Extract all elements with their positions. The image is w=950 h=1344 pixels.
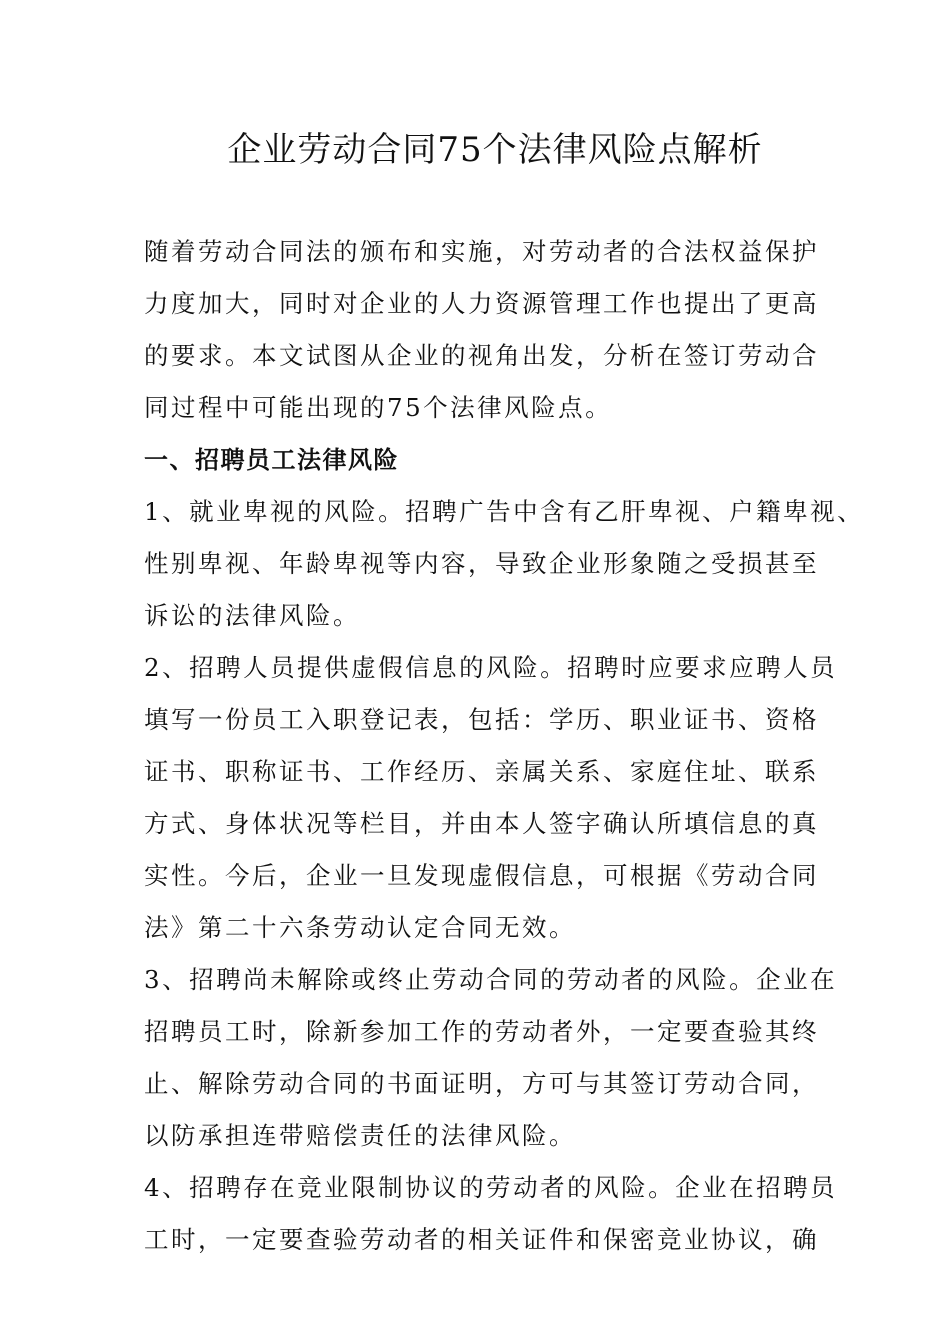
- paragraph-line: 随着劳动合同法的颁布和实施，对劳动者的合法权益保护: [144, 237, 819, 266]
- paragraph-line: 以防承担连带赔偿责任的法律风险。: [144, 1121, 576, 1150]
- paragraph-line: 同过程中可能出现的75个法律风险点。: [144, 393, 613, 422]
- paragraph-line: 3、招聘尚未解除或终止劳动合同的劳动者的风险。企业在: [144, 965, 838, 994]
- paragraph-line: 证书、职称证书、工作经历、亲属关系、家庭住址、联系: [144, 757, 819, 786]
- paragraph-line: 的要求。本文试图从企业的视角出发，分析在签订劳动合: [144, 341, 819, 370]
- paragraph-line: 诉讼的法律风险。: [144, 601, 360, 630]
- paragraph-line: 招聘员工时，除新参加工作的劳动者外，一定要查验其终: [144, 1017, 819, 1046]
- document-title: 企业劳动合同75个法律风险点解析: [227, 130, 763, 170]
- paragraph-line: 填写一份员工入职登记表，包括：学历、职业证书、资格: [144, 705, 819, 734]
- section-heading: 一、招聘员工法律风险: [144, 446, 399, 474]
- paragraph-line: 法》第二十六条劳动认定合同无效。: [144, 913, 576, 942]
- document-body: [144, 226, 865, 1266]
- paragraph-line: 力度加大，同时对企业的人力资源管理工作也提出了更高: [144, 289, 819, 318]
- paragraph-line: 止、解除劳动合同的书面证明，方可与其签订劳动合同，: [144, 1069, 819, 1098]
- paragraph-line: 工时，一定要查验劳动者的相关证件和保密竞业协议，确: [144, 1225, 819, 1254]
- paragraph-line: 2、招聘人员提供虚假信息的风险。招聘时应要求应聘人员: [144, 653, 838, 682]
- paragraph-line: 实性。今后，企业一旦发现虚假信息，可根据《劳动合同: [144, 861, 819, 890]
- paragraph-line: 1、就业卑视的风险。招聘广告中含有乙肝卑视、户籍卑视、: [144, 497, 865, 526]
- paragraph-line: 方式、身体状况等栏目，并由本人签字确认所填信息的真: [144, 809, 819, 838]
- paragraph-line: 4、招聘存在竞业限制协议的劳动者的风险。企业在招聘员: [144, 1173, 838, 1202]
- paragraph-line: 性别卑视、年龄卑视等内容，导致企业形象随之受损甚至: [144, 549, 819, 578]
